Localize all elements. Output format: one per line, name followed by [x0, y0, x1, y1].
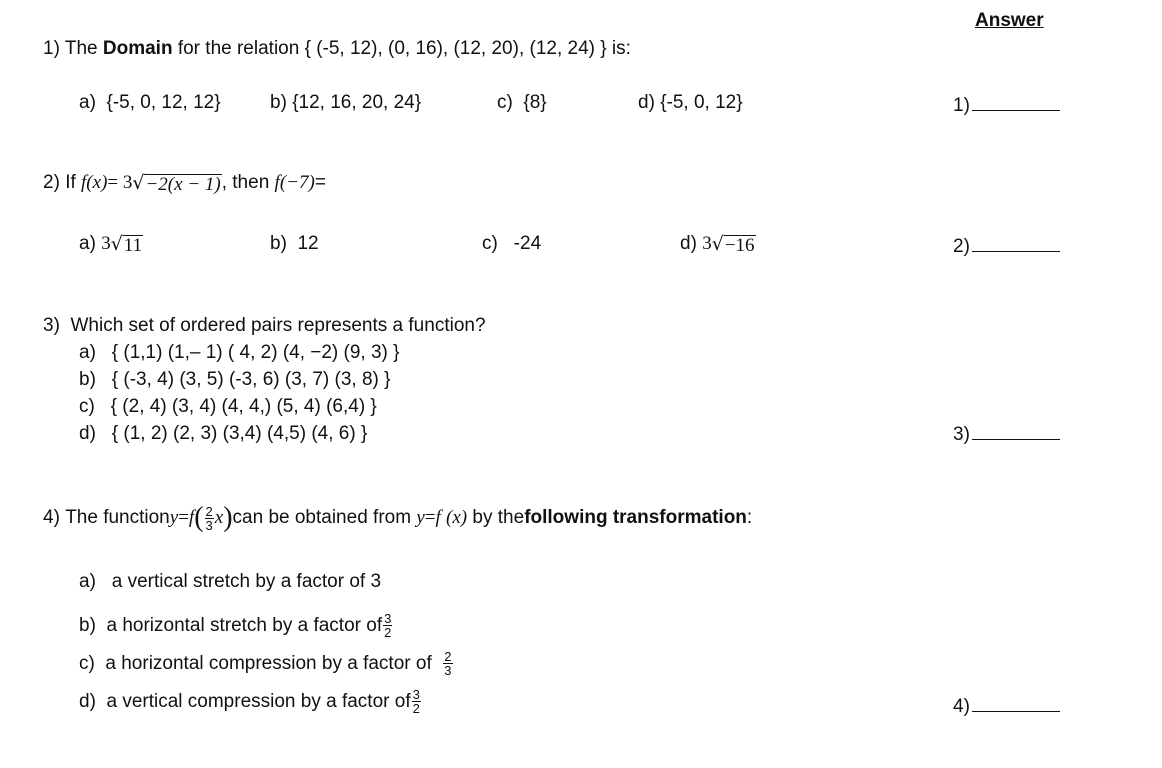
question-3 — [43, 315, 486, 337]
answer-blank-1[interactable]: 1) — [953, 92, 1060, 117]
q4-option-d[interactable]: d) a vertical compression by a factor of $\frac{3}{2}$ — [79, 687, 420, 716]
q3-options — [79, 342, 400, 450]
question-number: 4) — [43, 507, 60, 528]
q2-option-c[interactable]: c) -24 — [482, 233, 542, 254]
q3-option-d[interactable]: d) { (1, 2) (2, 3) (3,4) (4,5) (4, 6) } — [79, 423, 368, 444]
answer-blank-2[interactable]: 2) — [953, 233, 1060, 258]
answer-header: Answer — [975, 10, 1044, 31]
q4-option-c[interactable]: c) a horizontal compression by a factor of $\frac{2}{3}$ — [79, 649, 452, 678]
question-number: 2) — [43, 172, 60, 193]
answer-blank-3[interactable]: 3) — [953, 421, 1060, 446]
q2-option-d[interactable]: d) 3 √ −16 — [680, 233, 755, 256]
q3-option-c[interactable]: c) { (2, 4) (3, 4) (4, 4,) (5, 4) (6,4) } — [79, 396, 377, 417]
question-text-bold: Domain — [102, 38, 173, 59]
q4-option-a[interactable]: a) a vertical stretch by a factor of 3 — [79, 571, 382, 592]
q1-option-c[interactable]: c) {8} — [497, 92, 547, 113]
q1-option-b[interactable]: b) {12, 16, 20, 24} — [270, 92, 422, 113]
question-4: 4) The function y = f ( $\frac{2}{3}$ x ) can be obtained from y = f (x) by the following transformation : — [43, 502, 753, 533]
q1-option-d[interactable]: d) {-5, 0, 12} — [638, 92, 743, 113]
q2-option-a[interactable]: a) 3 √ 11 — [79, 233, 143, 256]
q3-option-a[interactable]: a) { (1,1) (1,– 1) ( 4, 2) (4, −2) (9, 3) } — [79, 342, 400, 363]
q2-option-b[interactable]: b) 12 — [270, 233, 319, 254]
q1-option-a[interactable]: a) {-5, 0, 12, 12} — [79, 92, 221, 113]
question-1 — [43, 38, 631, 60]
q4-option-b[interactable]: b) a horizontal stretch by a factor of $\frac{3}{2}$ — [79, 611, 392, 640]
answer-blank-4[interactable]: 4) — [953, 693, 1060, 718]
question-number: 3) — [43, 315, 60, 336]
question-text: for the relation { (-5, 12), (0, 16), (12, 20), (12, 24) } is: — [172, 38, 631, 59]
question-number: 1) — [43, 38, 60, 59]
question-text: Which set of ordered pairs represents a function? — [70, 315, 486, 336]
fraction: $\frac{2}{3}$ — [205, 503, 213, 533]
q3-option-b[interactable]: b) { (-3, 4) (3, 5) (-3, 6) (3, 7) (3, 8) } — [79, 369, 391, 390]
question-text: The — [64, 38, 103, 59]
question-2: 2) If f(x) = 3 √ −2(x − 1) , then f(−7) = — [43, 172, 326, 195]
